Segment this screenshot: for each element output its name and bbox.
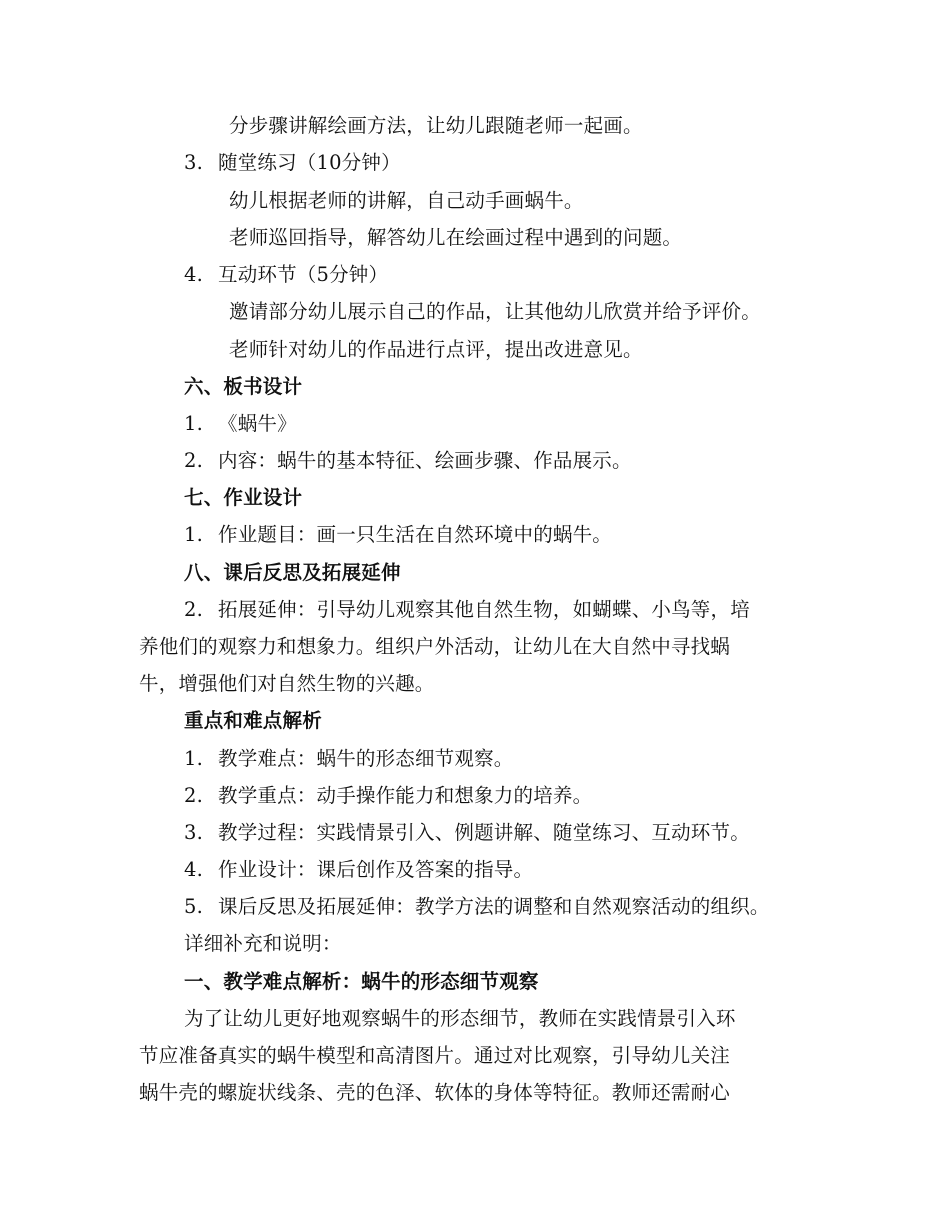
line-text: 为了让幼儿更好地观察蜗牛的形态细节，教师在实践情景引入环 bbox=[184, 1007, 736, 1030]
item-text: 作业设计：课后创作及答案的指导。 bbox=[218, 858, 534, 881]
item-text: 内容：蜗牛的基本特征、绘画步骤、作品展示。 bbox=[218, 449, 632, 472]
item-number: 5. bbox=[184, 895, 204, 918]
item-text: 教学重点：动手操作能力和想象力的培养。 bbox=[218, 784, 593, 807]
text-line bbox=[229, 114, 643, 138]
numbered-item bbox=[184, 598, 750, 622]
paragraph-line bbox=[139, 672, 435, 696]
numbered-item bbox=[184, 523, 612, 547]
line-text: 邀请部分幼儿展示自己的作品，让其他幼儿欣赏并给予评价。 bbox=[229, 300, 761, 323]
heading-text: 七、作业设计 bbox=[184, 486, 303, 509]
item-number: 3. bbox=[184, 151, 204, 174]
item-number: 1. bbox=[184, 747, 204, 770]
line-text: 老师针对幼儿的作品进行点评，提出改进意见。 bbox=[229, 338, 643, 361]
section-heading bbox=[184, 709, 322, 733]
paragraph-line bbox=[184, 1007, 736, 1031]
item-number: 2. bbox=[184, 784, 204, 807]
item-text: 《蜗牛》 bbox=[218, 412, 297, 435]
text-line bbox=[229, 300, 761, 324]
section-heading bbox=[184, 375, 302, 399]
text-line bbox=[229, 226, 682, 250]
item-number: 2. bbox=[184, 598, 204, 621]
numbered-item bbox=[184, 895, 770, 919]
line-text: 老师巡回指导，解答幼儿在绘画过程中遇到的问题。 bbox=[229, 226, 683, 249]
item-number: 3. bbox=[184, 821, 204, 844]
heading-text: 重点和难点解析 bbox=[184, 709, 322, 732]
item-number: 4. bbox=[184, 263, 204, 286]
line-text: 节应准备真实的蜗牛模型和高清图片。通过对比观察，引导幼儿关注 bbox=[139, 1044, 731, 1067]
text-line bbox=[184, 932, 342, 956]
numbered-item bbox=[184, 151, 401, 175]
paragraph-line bbox=[139, 1044, 730, 1068]
paragraph-line bbox=[139, 1081, 730, 1105]
item-number: 1. bbox=[184, 412, 204, 435]
numbered-item bbox=[184, 747, 514, 771]
numbered-item bbox=[184, 821, 750, 845]
text-line bbox=[229, 338, 643, 362]
section-heading bbox=[184, 486, 302, 510]
line-text: 养他们的观察力和想象力。组织户外活动，让幼儿在大自然中寻找蜗 bbox=[139, 635, 731, 658]
item-text: 随堂练习（10分钟） bbox=[218, 151, 401, 174]
line-text: 幼儿根据老师的讲解，自己动手画蜗牛。 bbox=[229, 189, 584, 212]
numbered-item bbox=[184, 449, 632, 473]
item-text: 互动环节（5分钟） bbox=[218, 263, 389, 286]
section-heading bbox=[184, 561, 401, 585]
line-text: 蜗牛壳的螺旋状线条、壳的色泽、软体的身体等特征。教师还需耐心 bbox=[139, 1081, 731, 1104]
heading-text: 八、课后反思及拓展延伸 bbox=[184, 561, 401, 584]
item-number: 1. bbox=[184, 523, 204, 546]
heading-text: 六、板书设计 bbox=[184, 375, 303, 398]
item-number: 2. bbox=[184, 449, 204, 472]
item-text: 作业题目：画一只生活在自然环境中的蜗牛。 bbox=[218, 523, 613, 546]
paragraph-line bbox=[139, 635, 730, 659]
heading-text: 一、教学难点解析：蜗牛的形态细节观察 bbox=[184, 970, 539, 993]
item-text: 课后反思及拓展延伸：教学方法的调整和自然观察活动的组织。 bbox=[218, 895, 770, 918]
line-text: 分步骤讲解绘画方法，让幼儿跟随老师一起画。 bbox=[229, 114, 643, 137]
item-text: 教学难点：蜗牛的形态细节观察。 bbox=[218, 747, 514, 770]
numbered-item bbox=[184, 263, 388, 287]
item-text: 拓展延伸：引导幼儿观察其他自然生物，如蝴蝶、小鸟等，培 bbox=[218, 598, 750, 621]
item-text: 教学过程：实践情景引入、例题讲解、随堂练习、互动环节。 bbox=[218, 821, 750, 844]
numbered-item bbox=[184, 858, 533, 882]
line-text: 详细补充和说明： bbox=[184, 932, 342, 955]
section-heading bbox=[184, 970, 539, 994]
item-number: 4. bbox=[184, 858, 204, 881]
numbered-item bbox=[184, 784, 592, 808]
numbered-item bbox=[184, 412, 297, 436]
line-text: 牛，增强他们对自然生物的兴趣。 bbox=[139, 672, 435, 695]
text-line bbox=[229, 189, 584, 213]
